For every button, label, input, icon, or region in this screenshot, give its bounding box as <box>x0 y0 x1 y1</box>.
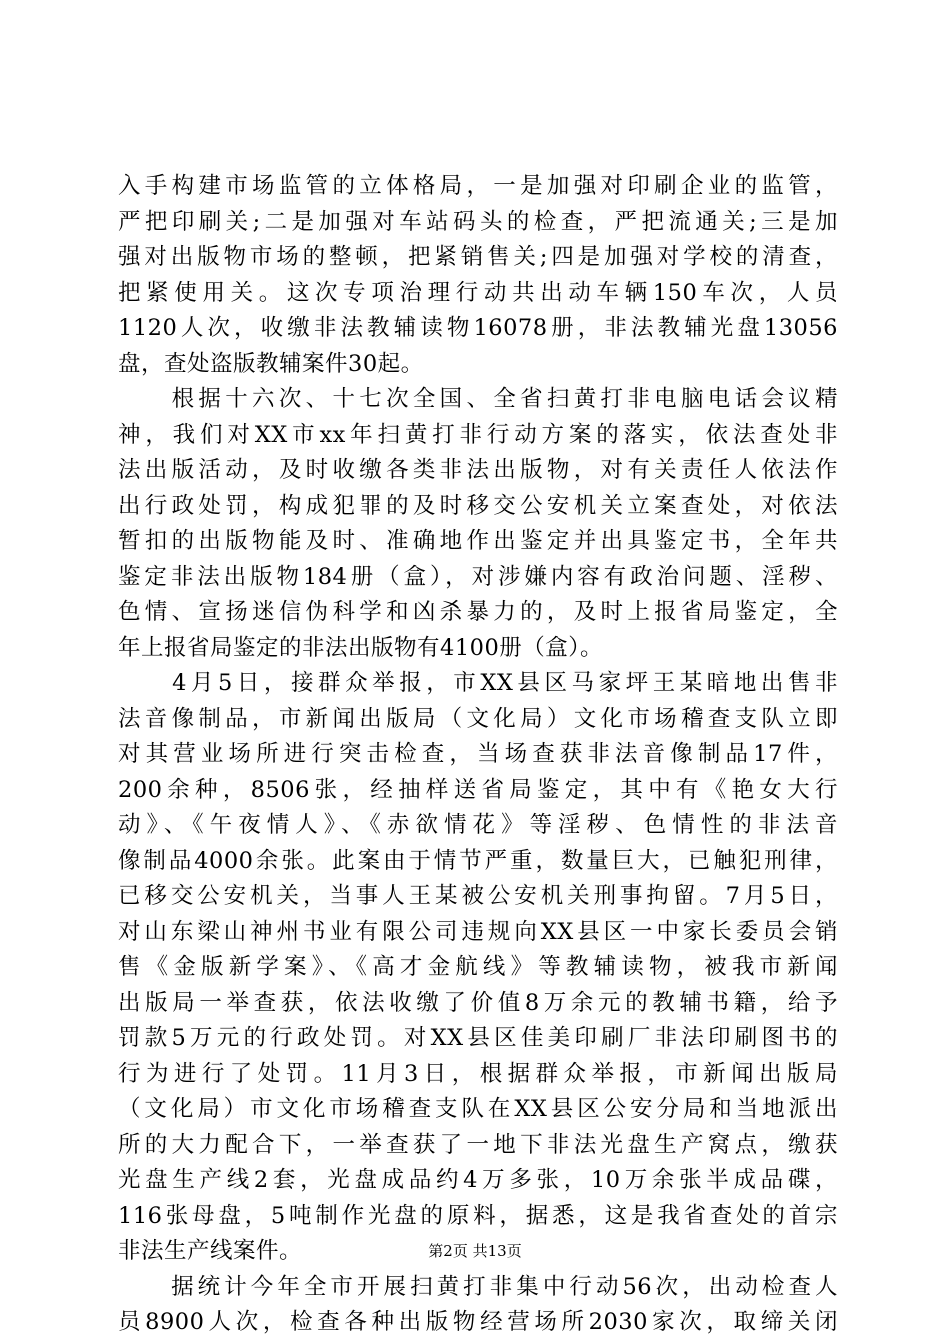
text-line: 神，我们对XX市xx年扫黄打非行动方案的落实，依法查处非 <box>118 421 838 448</box>
text-line: 像制品4000余张。此案由于情节严重，数量巨大，已触犯刑律， <box>118 847 838 874</box>
text-line: 年上报省局鉴定的非法出版物有4100册（盒）。 <box>118 634 604 661</box>
text-line: 售《金版新学案》、《高才金航线》等教辅读物，被我市新闻 <box>118 954 838 980</box>
text-line: 出版局一举查获，依法收缴了价值8万余元的教辅书籍，给予 <box>118 989 838 1016</box>
text-line: 法音像制品，市新闻出版局（文化局）文化市场稽查支队立即 <box>118 705 838 732</box>
text-line: 对其营业场所进行突击检查，当场查获非法音像制品17件， <box>118 741 838 767</box>
text-line: 非法生产线案件。 <box>118 1238 303 1264</box>
text-line: 鉴定非法出版物184册（盒），对涉嫌内容有政治问题、淫秽、 <box>118 563 838 590</box>
text-line: 强对出版物市场的整顿，把紧销售关;四是加强对学校的清查， <box>118 244 838 270</box>
text-line: 出行政处罚，构成犯罪的及时移交公安机关立案查处，对依法 <box>118 492 838 519</box>
text-line: 暂扣的出版物能及时、准确地作出鉴定并出具鉴定书，全年共 <box>118 528 838 554</box>
text-line: 已移交公安机关，当事人王某被公安机关刑事拘留。7月5日， <box>118 883 838 909</box>
text-line: （文化局）市文化市场稽查支队在XX县区公安分局和当地派出 <box>118 1096 838 1122</box>
text-line: 200余种，8506张，经抽样送省局鉴定，其中有《艳女大行 <box>118 776 838 803</box>
text-line: 1120人次，收缴非法教辅读物16078册，非法教辅光盘13056 <box>118 315 838 341</box>
text-line: 所的大力配合下，一举查获了一地下非法光盘生产窝点，缴获 <box>118 1131 838 1158</box>
text-line: 4月5日，接群众举报，市XX县区马家坪王某暗地出售非 <box>118 670 838 696</box>
page-footer: 第2页 共13页 <box>428 1242 522 1260</box>
text-line: 据统计今年全市开展扫黄打非集中行动56次，出动检查人 <box>118 1273 838 1300</box>
text-line: 光盘生产线2套，光盘成品约4万多张，10万余张半成品碟， <box>118 1167 838 1193</box>
text-line: 法出版活动，及时收缴各类非法出版物，对有关责任人依法作 <box>118 457 838 483</box>
text-line: 员8900人次，检查各种出版物经营场所2030家次，取缔关闭 <box>118 1309 838 1335</box>
text-line: 把紧使用关。这次专项治理行动共出动车辆150车次，人员 <box>118 279 838 306</box>
text-line: 盘，查处盗版教辅案件30起。 <box>118 350 424 377</box>
document-body <box>118 169 838 1341</box>
text-line: 色情、宣扬迷信伪科学和凶杀暴力的，及时上报省局鉴定，全 <box>118 599 838 625</box>
text-line: 116张母盘，5吨制作光盘的原料，据悉，这是我省查处的首宗 <box>118 1202 838 1229</box>
text-line: 对山东梁山神州书业有限公司违规向XX县区一中家长委员会销 <box>118 918 838 945</box>
text-line: 罚款5万元的行政处罚。对XX县区佳美印刷厂非法印刷图书的 <box>118 1025 838 1051</box>
text-line: 动》、《午夜情人》、《赤欲情花》等淫秽、色情性的非法音 <box>118 812 838 838</box>
text-line: 根据十六次、十七次全国、全省扫黄打非电脑电话会议精 <box>118 386 838 412</box>
text-line: 行为进行了处罚。11月3日，根据群众举报，市新闻出版局 <box>118 1060 838 1087</box>
text-line: 入手构建市场监管的立体格局，一是加强对印刷企业的监管， <box>118 173 838 199</box>
text-line: 严把印刷关;二是加强对车站码头的检查，严把流通关;三是加 <box>118 208 838 235</box>
